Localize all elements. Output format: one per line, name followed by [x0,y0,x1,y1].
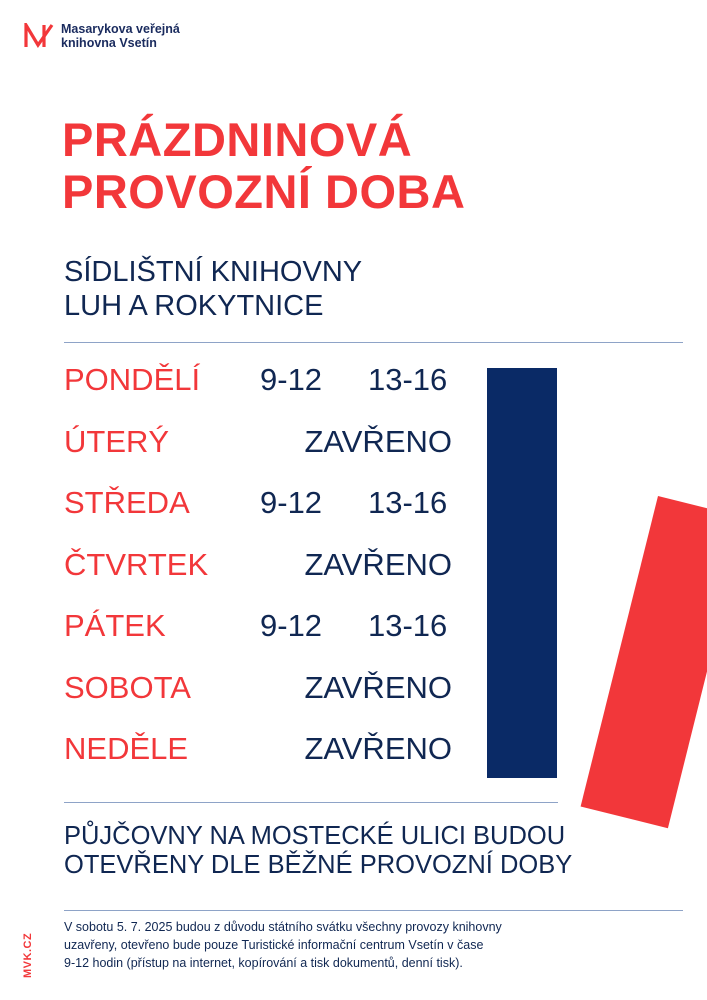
hours-row [64,670,464,732]
day-label: STŘEDA [64,485,190,520]
morning-hours: 9-12 [260,485,323,520]
footnote-line3: 9-12 hodin (přístup na internet, kopírování a tisk dokumentů, denní tisk). [64,956,463,970]
library-name-line2: knihovna Vsetín [61,36,157,50]
afternoon-hours: 13-16 [368,485,448,520]
page-subtitle [64,255,362,323]
notice-line2: OTEVŘENY DLE BĚŽNÉ PROVOZNÍ DOBY [64,851,573,879]
title-line1: PRÁZDNINOVÁ [62,113,413,166]
day-label: NEDĚLE [64,731,189,766]
opening-hours-table [64,362,464,793]
branch-notice [64,822,572,880]
title-line2: PROVOZNÍ DOBA [62,165,466,218]
divider-bottom [64,910,683,911]
library-name [61,22,180,50]
decorative-red-bar [581,496,707,828]
library-name-line1: Masarykova veřejná [61,22,180,36]
notice-line1: PŮJČOVNY NA MOSTECKÉ ULICI BUDOU [64,822,566,850]
day-label: SOBOTA [64,669,191,705]
footnote-line2: uzavřeny, otevřeno bude pouze Turistické informační centrum Vsetín v čase [64,938,484,952]
divider-middle [64,802,558,803]
subtitle-line2: LUH A ROKYTNICE [64,290,324,322]
mvk-logo-icon [24,23,56,49]
hours-row [64,424,464,486]
hours-row [64,547,464,609]
morning-hours: 9-12 [260,608,323,643]
hours-row [64,362,464,424]
day-label: PONDĚLÍ [64,362,201,397]
closed-label: ZAVŘENO [304,423,452,459]
footnote-line1: V sobotu 5. 7. 2025 budou z důvodu státního svátku všechny provozy knihovny [64,920,502,934]
closed-label: ZAVŘENO [304,669,452,705]
afternoon-hours: 13-16 [368,608,448,643]
day-label: PÁTEK [64,608,166,643]
morning-hours: 9-12 [260,362,323,397]
divider-top [64,342,683,343]
page-title [62,114,465,218]
hours-row [64,485,464,547]
decorative-navy-bar [487,368,557,778]
day-label: ÚTERÝ [64,423,170,459]
holiday-footnote [64,918,664,972]
website-link[interactable]: MVK.CZ [22,932,34,978]
day-label: ČTVRTEK [64,546,209,582]
closed-label: ZAVŘENO [304,546,452,582]
hours-row [64,608,464,670]
hours-row [64,731,464,793]
subtitle-line1: SÍDLIŠTNÍ KNIHOVNY [64,256,363,288]
afternoon-hours: 13-16 [368,362,448,397]
closed-label: ZAVŘENO [304,731,452,766]
library-logo [24,22,180,50]
